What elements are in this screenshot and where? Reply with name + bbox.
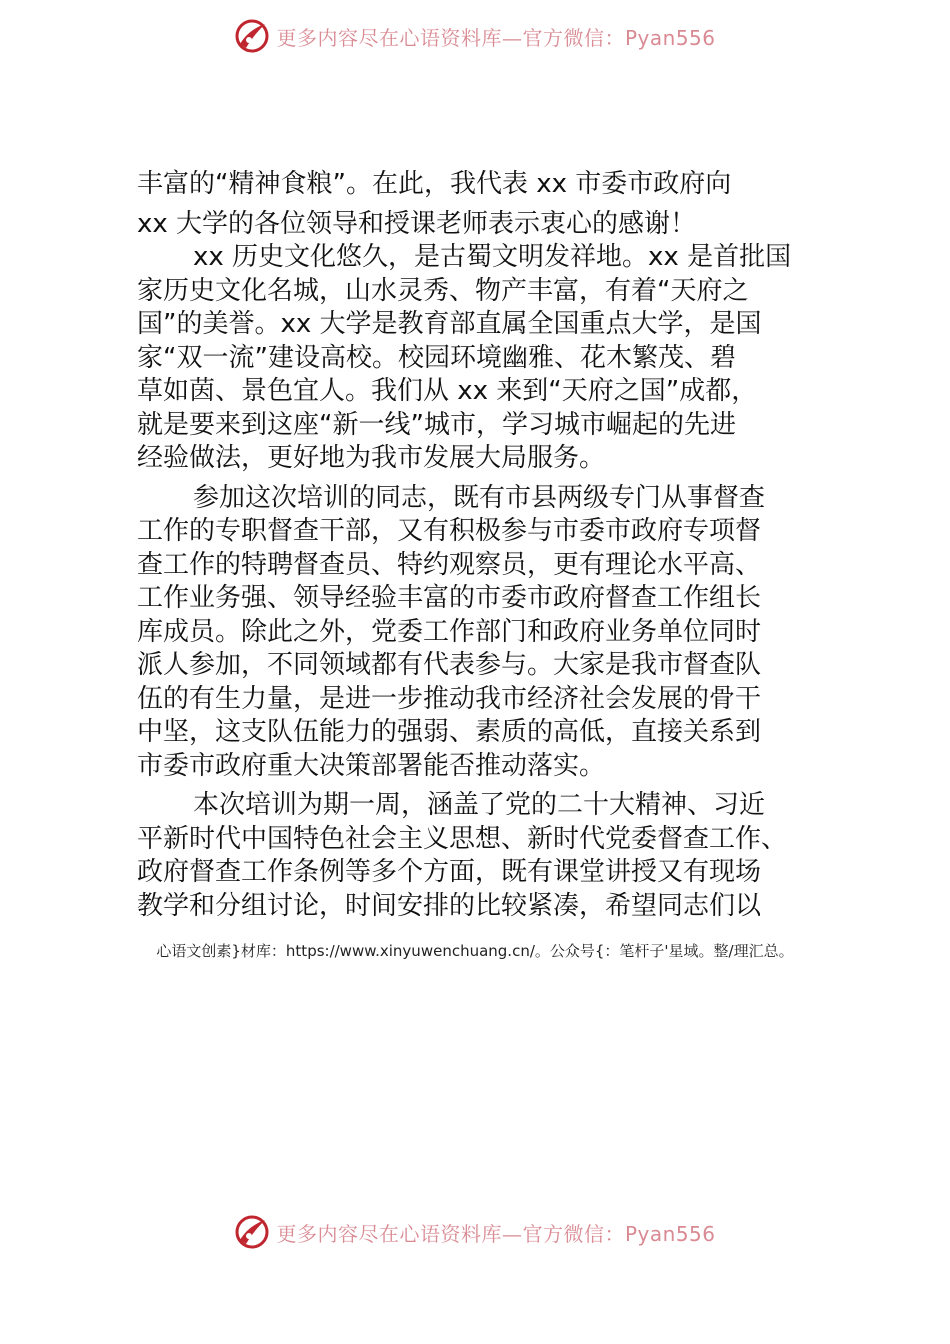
banner-text-cn: 更多内容尽在心语资料库—官方微信：: [276, 1221, 625, 1246]
document-body: [137, 168, 843, 923]
text-line: xx 大学的各位领导和授课老师表示衷心的感谢！: [137, 208, 697, 239]
banner-text: [276, 22, 715, 51]
text-line: 伍的有生力量，是进一步推动我市经济社会发展的骨干: [137, 683, 762, 714]
text-line: 工作的专职督查干部，又有积极参与市委市政府专项督: [137, 516, 762, 546]
brush-logo-icon: [234, 18, 270, 54]
text-line: 丰富的“精神食粮”。在此，我代表 xx 市委市政府向: [137, 169, 732, 199]
banner-text-cn: 更多内容尽在心语资料库—官方微信：: [276, 25, 625, 50]
text-line: 派人参加，不同领域都有代表参与。大家是我市督查队: [137, 650, 762, 680]
paragraph-start-line: 本次培训为期一周，涵盖了党的二十大精神、习近: [193, 790, 766, 820]
footer-banner: [0, 1210, 950, 1254]
text-line: 工作业务强、领导经验丰富的市委市政府督查工作组长: [137, 583, 762, 613]
text-line: 中坚，这支队伍能力的强弱、素质的高低，直接关系到: [137, 717, 762, 747]
paragraph-start-line: 参加这次培训的同志，既有市县两级专门从事督查: [193, 482, 766, 513]
banner-wechat-id: Pyan556: [624, 25, 716, 50]
text-line: 家历史文化名城，山水灵秀、物产丰富，有着“天府之: [137, 275, 749, 306]
text-line: 国”的美誉。xx 大学是教育部直属全国重点大学，是国: [137, 309, 762, 339]
paragraph-start-line: xx 历史文化悠久，是古蜀文明发祥地。xx 是首批国: [193, 242, 792, 272]
text-line: 就是要来到这座“新一线”城市，学习城市崛起的先进: [137, 409, 736, 440]
banner-text: [276, 1218, 715, 1247]
text-line: 经验做法，更好地为我市发展大局服务。: [137, 443, 606, 473]
source-footer: 心语文创素}材库：https://www.xinyuwenchuang.cn/。公众号{：笔杆子'星域。整/理汇总。: [156, 942, 794, 960]
header-banner: [0, 14, 950, 58]
text-line: 政府督查工作条例等多个方面，既有课堂讲授又有现场: [137, 857, 762, 887]
text-line: 草如茵、景色宜人。我们从 xx 来到“天府之国”成都，: [137, 376, 758, 406]
text-line: 市委市政府重大决策部署能否推动落实。: [137, 750, 606, 781]
text-line: 库成员。除此之外，党委工作部门和政府业务单位同时: [137, 616, 762, 647]
text-line: 平新时代中国特色社会主义思想、新时代党委督查工作、: [137, 823, 788, 854]
text-line: 教学和分组讨论，时间安排的比较紧凑，希望同志们以: [137, 890, 762, 921]
text-line: 查工作的特聘督查员、特约观察员，更有理论水平高、: [137, 549, 762, 580]
brush-logo-icon: [234, 1214, 270, 1250]
text-line: 家“双一流”建设高校。校园环境幽雅、花木繁茂、碧: [137, 342, 736, 373]
banner-wechat-id: Pyan556: [624, 1221, 716, 1246]
